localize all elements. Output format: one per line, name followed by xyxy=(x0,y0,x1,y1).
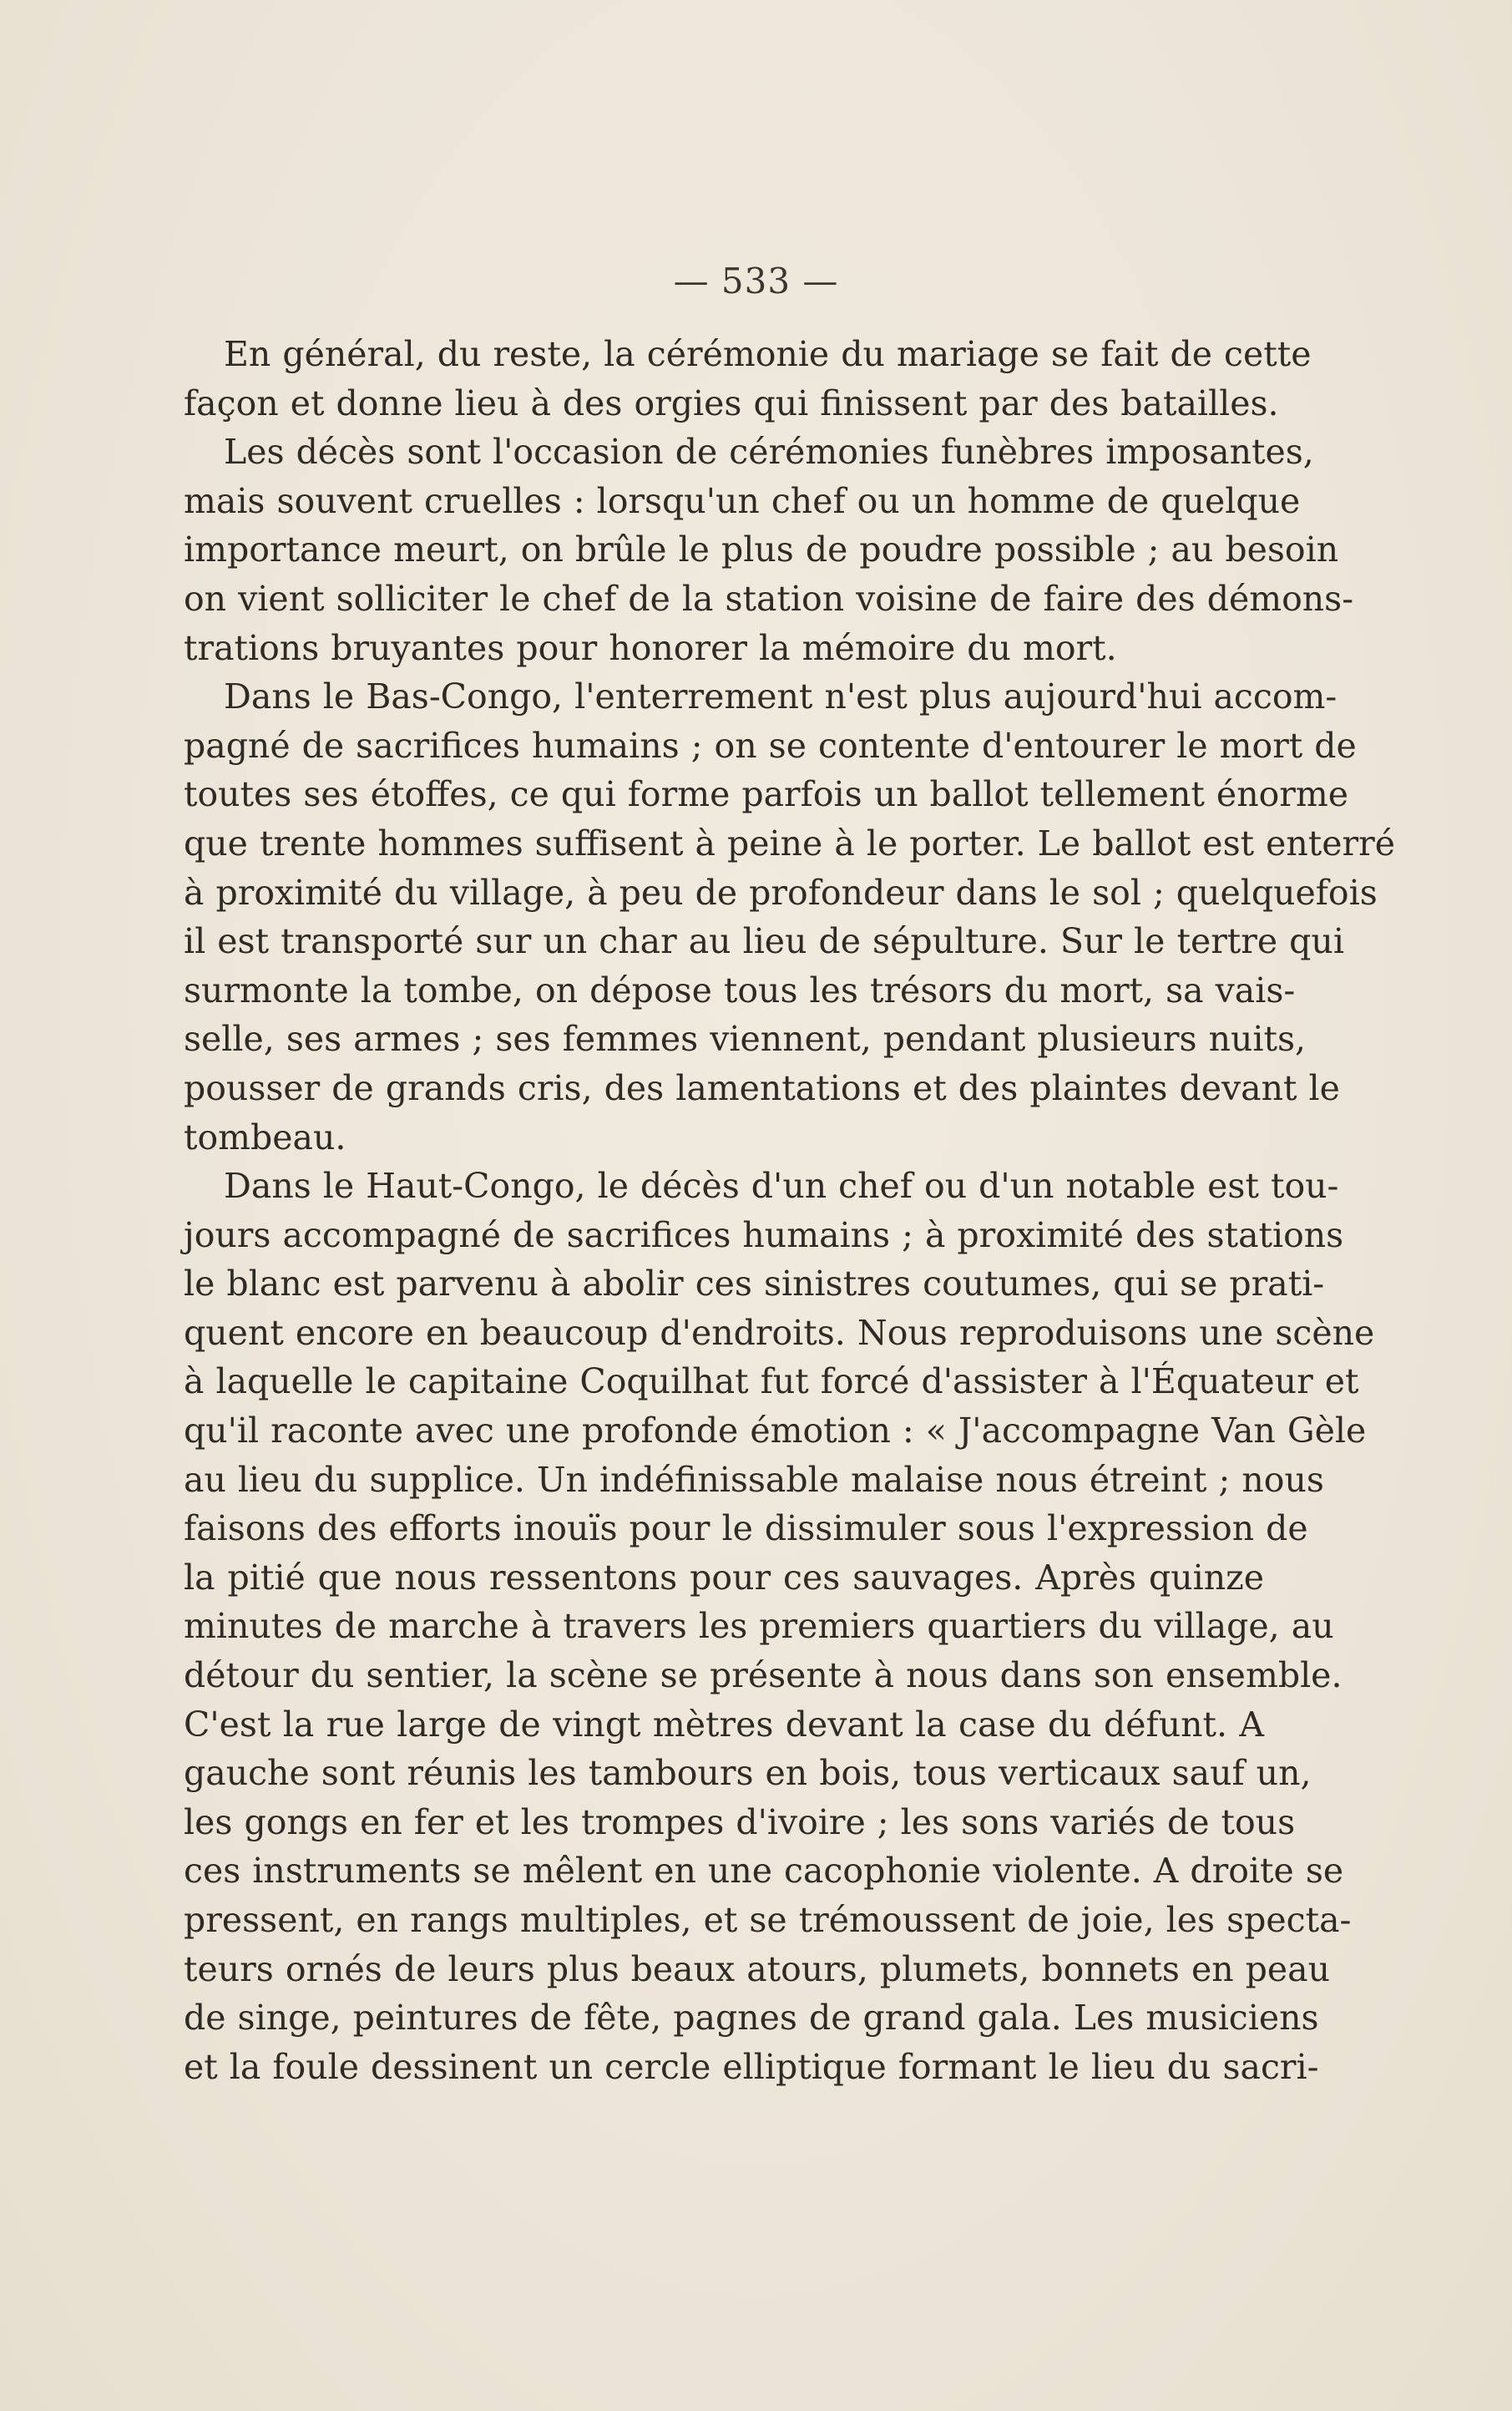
page-number: — 533 — xyxy=(673,261,839,301)
text-line: pousser de grands cris, des lamentations et des plaintes devant le xyxy=(184,1067,1340,1108)
text-line: façon et donne lieu à des orgies qui finissent par des batailles. xyxy=(184,382,1279,423)
text-line: jours accompagné de sacrifices humains ; à proximité des stations xyxy=(184,1214,1344,1255)
text-line: faisons des efforts inouïs pour le dissimuler sous l'expression de xyxy=(184,1508,1308,1549)
text-line: selle, ses armes ; ses femmes viennent, pendant plusieurs nuits, xyxy=(184,1019,1307,1060)
text-line: En général, du reste, la cérémonie du mariage se fait de cette xyxy=(224,334,1312,374)
text-line: Dans le Bas-Congo, l'enterrement n'est plus aujourd'hui accom- xyxy=(224,676,1338,717)
text-line: détour du sentier, la scène se présente à nous dans son ensemble. xyxy=(184,1655,1343,1696)
text-line: pressent, en rangs multiples, et se trémoussent de joie, les specta- xyxy=(184,1900,1352,1940)
text-line: Dans le Haut-Congo, le décès d'un chef ou d'un notable est tou- xyxy=(224,1166,1339,1207)
text-line: minutes de marche à travers les premiers quartiers du village, au xyxy=(184,1606,1334,1647)
text-line: à laquelle le capitaine Coquilhat fut forcé d'assister à l'Équateur et xyxy=(184,1361,1359,1402)
body-text xyxy=(184,330,1395,2091)
text-line: tombeau. xyxy=(184,1117,346,1157)
text-line: à proximité du village, à peu de profondeur dans le sol ; quelquefois xyxy=(184,872,1378,913)
text-line: quent encore en beaucoup d'endroits. Nous reproduisons une scène xyxy=(184,1312,1375,1353)
text-line: Les décès sont l'occasion de cérémonies funèbres imposantes, xyxy=(224,432,1314,473)
text-line: qu'il raconte avec une profonde émotion : « J'accompagne Van Gèle xyxy=(184,1411,1367,1451)
text-line: C'est la rue large de vingt mètres devant la case du défunt. A xyxy=(184,1704,1264,1745)
text-line: mais souvent cruelles : lorsqu'un chef ou un homme de quelque xyxy=(184,480,1301,521)
text-line: au lieu du supplice. Un indéfinissable malaise nous étreint ; nous xyxy=(184,1459,1324,1500)
text-line: importance meurt, on brûle le plus de poudre possible ; au besoin xyxy=(184,529,1339,570)
text-line: gauche sont réunis les tambours en bois, tous verticaux sauf un, xyxy=(184,1753,1312,1794)
text-line: il est transporté sur un char au lieu de sépulture. Sur le tertre qui xyxy=(184,921,1344,962)
text-line: de singe, peintures de fête, pagnes de grand gala. Les musiciens xyxy=(184,1998,1319,2039)
text-line: trations bruyantes pour honorer la mémoire du mort. xyxy=(184,627,1117,668)
text-line: ces instruments se mêlent en une cacophonie violente. A droite se xyxy=(184,1851,1344,1892)
text-line: toutes ses étoffes, ce qui forme parfois un ballot tellement énorme xyxy=(184,774,1349,815)
text-line: teurs ornés de leurs plus beaux atours, plumets, bonnets en peau xyxy=(184,1948,1331,1989)
text-line: et la foule dessinent un cercle elliptique formant le lieu du sacri- xyxy=(184,2046,1319,2087)
text-line: les gongs en fer et les trompes d'ivoire ; les sons variés de tous xyxy=(184,1801,1296,1842)
text-line: pagné de sacrifices humains ; on se contente d'entourer le mort de xyxy=(184,725,1357,766)
text-line: on vient solliciter le chef de la station voisine de faire des démons- xyxy=(184,578,1354,619)
text-line: la pitié que nous ressentons pour ces sauvages. Après quinze xyxy=(184,1557,1264,1598)
text-line: le blanc est parvenu à abolir ces sinistres coutumes, qui se prati- xyxy=(184,1264,1325,1304)
text-line: que trente hommes suffisent à peine à le porter. Le ballot est enterré xyxy=(184,823,1395,864)
text-line: surmonte la tombe, on dépose tous les trésors du mort, sa vais- xyxy=(184,970,1296,1010)
